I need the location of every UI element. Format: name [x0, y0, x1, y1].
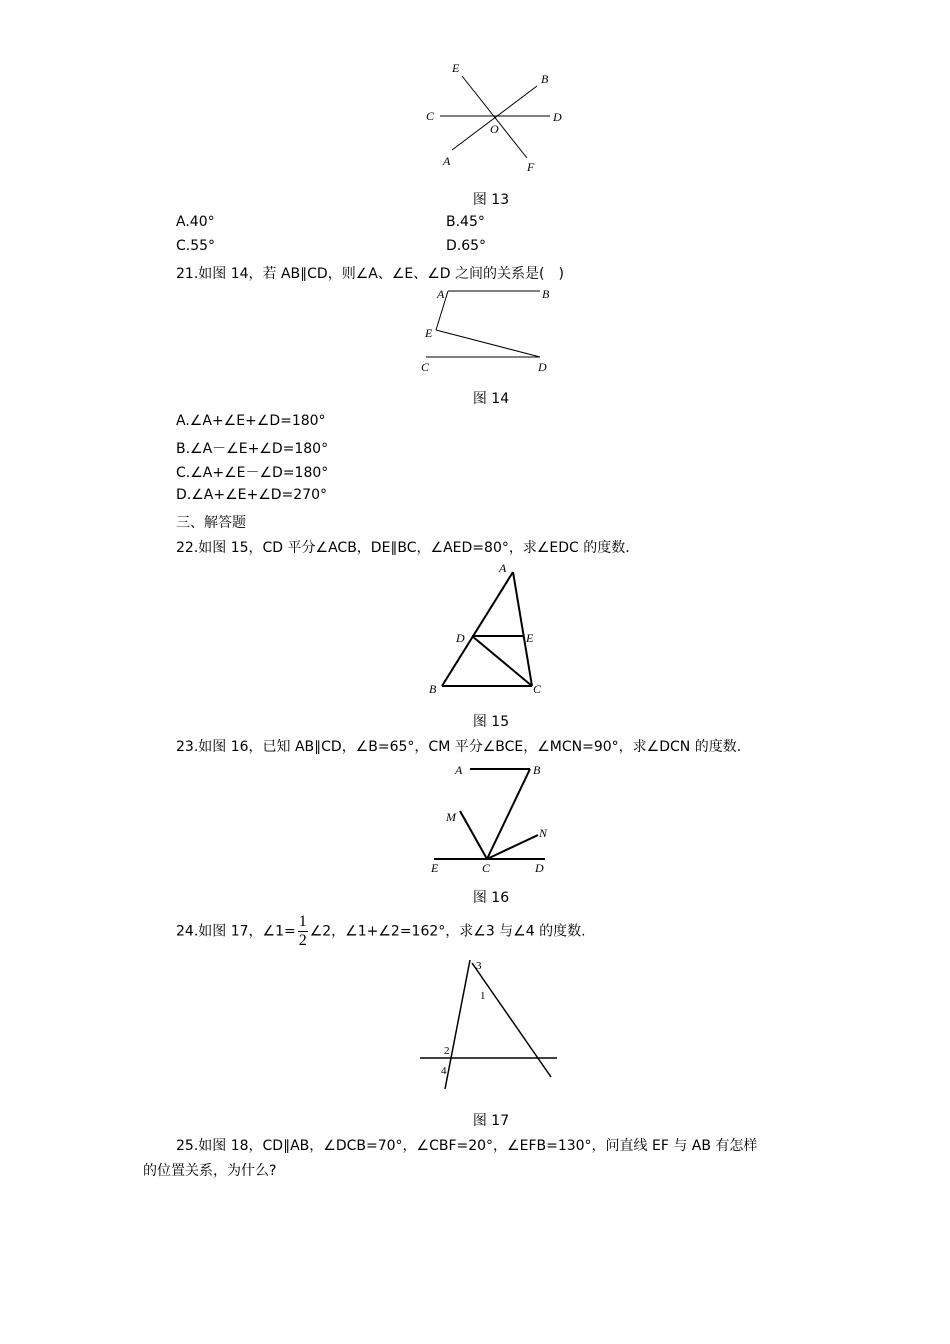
segment-AB	[442, 572, 513, 686]
segment-CM	[460, 811, 487, 859]
label-D: D	[538, 360, 547, 374]
label-B: B	[542, 287, 550, 301]
label-B: B	[533, 763, 541, 777]
label-A: A	[443, 154, 451, 168]
figure-17	[0, 955, 950, 1095]
line-EF	[462, 76, 527, 158]
segment-DC	[472, 636, 532, 686]
label-A: A	[455, 763, 463, 777]
figure-15	[0, 555, 950, 705]
label-M: M	[446, 810, 456, 824]
figure-15-caption: 图 15	[472, 714, 510, 730]
q21-option-c: C.∠A+∠E－∠D=180°	[176, 465, 329, 481]
question-21: 21.如图 14，若 AB∥CD，则∠A、∠E、∠D 之间的关系是( )	[176, 266, 564, 282]
label-D: D	[553, 110, 562, 124]
label-B: B	[541, 72, 549, 86]
label-C: C	[426, 109, 435, 123]
question-23: 23.如图 16，已知 AB∥CD，∠B=65°，CM 平分∠BCE，∠MCN=90°，求∠DCN 的度数.	[176, 739, 742, 755]
fraction-one-half	[298, 913, 308, 950]
label-C: C	[421, 360, 430, 374]
line-left	[445, 960, 470, 1089]
segment-ED	[436, 330, 540, 357]
segment-BC	[487, 769, 530, 859]
question-25-line-2: 的位置关系，为什么?	[143, 1163, 277, 1179]
line-AB	[452, 86, 537, 150]
q20-option-b: B.45°	[446, 214, 485, 230]
label-F: F	[527, 160, 535, 174]
label-B: B	[429, 682, 437, 696]
label-E: E	[425, 326, 433, 340]
q21-option-a: A.∠A+∠E+∠D=180°	[176, 413, 326, 429]
label-D: D	[456, 631, 465, 645]
figure-14	[0, 280, 950, 390]
label-C: C	[533, 682, 542, 696]
angle-label-3: 3	[476, 960, 482, 972]
q20-option-c: C.55°	[176, 238, 216, 254]
q20-option-d: D.65°	[446, 238, 487, 254]
segment-AC	[513, 572, 532, 686]
fraction-denominator: 2	[298, 932, 307, 949]
q20-option-a: A.40°	[176, 214, 215, 230]
figure-13	[0, 0, 950, 190]
figure-17-caption: 图 17	[472, 1113, 510, 1129]
label-E: E	[452, 61, 460, 75]
label-A: A	[437, 287, 445, 301]
figure-16-caption: 图 16	[472, 890, 510, 906]
label-D: D	[535, 861, 544, 875]
q21-option-b: B.∠A－∠E+∠D=180°	[176, 441, 329, 457]
figure-13-caption: 图 13	[472, 192, 510, 208]
angle-label-4: 4	[441, 1065, 447, 1077]
figure-14-caption: 图 14	[472, 391, 510, 407]
label-O: O	[490, 122, 499, 136]
segment-CN	[487, 835, 538, 859]
section-heading: 三、解答题	[176, 515, 246, 531]
label-C: C	[482, 861, 491, 875]
angle-label-1: 1	[480, 990, 486, 1002]
figure-16	[0, 755, 950, 880]
label-E: E	[526, 631, 534, 645]
angle-label-2: 2	[444, 1045, 450, 1057]
question-25-line-1: 25.如图 18，CD∥AB，∠DCB=70°，∠CBF=20°，∠EFB=130°，问直线 EF 与 AB 有怎样	[176, 1138, 758, 1154]
question-24	[176, 913, 586, 950]
line-right	[472, 963, 551, 1077]
question-22: 22.如图 15，CD 平分∠ACB，DE∥BC，∠AED=80°，求∠EDC 的度数.	[176, 540, 630, 556]
fraction-numerator: 1	[298, 913, 307, 930]
label-A: A	[499, 561, 507, 575]
question-24-suffix: ∠2，∠1+∠2=162°，求∠3 与∠4 的度数.	[309, 923, 586, 940]
label-N: N	[539, 826, 548, 840]
question-24-prefix: 24.如图 17，∠1=	[176, 923, 296, 940]
label-E: E	[431, 861, 439, 875]
q21-option-d: D.∠A+∠E+∠D=270°	[176, 487, 327, 503]
